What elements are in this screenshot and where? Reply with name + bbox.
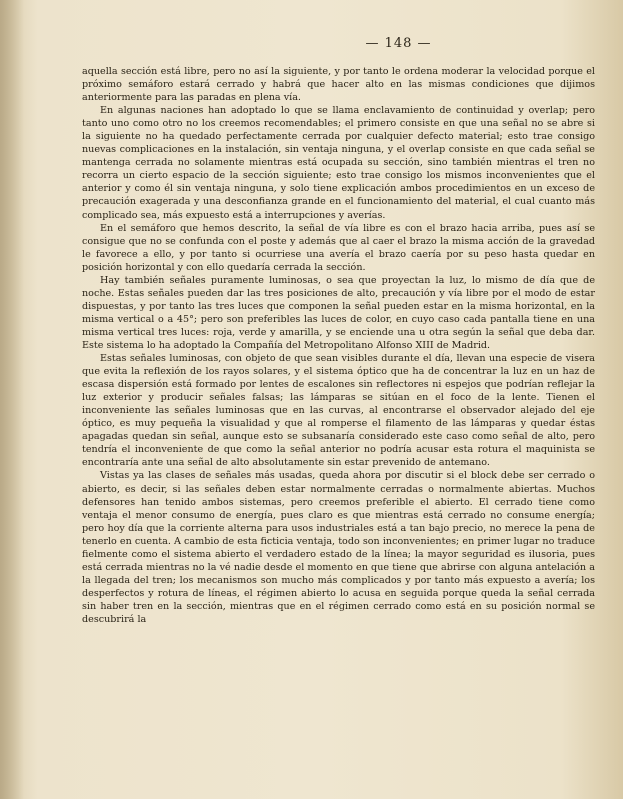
paragraph: Vistas ya las clases de señales más usadas, queda ahora por discutir si el block debe ser cerrado o abierto, es decir, si las señales deben estar normalmente cerradas o normalmente abiertas. Muchos defensores han tenido ambos sistemas, pero creemos preferible el abierto. El cerrado tiene como ventaja el menor consumo de energía, pues claro es que mientras está cerrado no consume energía; pero hoy día que la corriente alterna para usos industriales está a tan bajo precio, no merece la pena de tenerlo en cuenta. A cambio de esta ficticia ventaja, todo son inconvenientes; en primer lugar no traduce fielmente como el sistema abierto el verdadero estado de la línea; la mayor seguridad es ilusoria, pues está cerrada mientras no la vé nadie desde el momento en que tiene que abrirse con alguna antelación a la llegada del tren; los mecanismos son mucho más complicados y por tanto más expuesto a avería; los desperfectos y rotura de líneas, el régimen abierto lo acusa en seguida porque queda la señal cerrada sin haber tren en la sección, mientras que en el régimen cerrado como está en su posición normal se descubrirá la [82,470,595,625]
page-number: — 148 — [365,36,432,51]
paragraph: Hay también señales puramente luminosas, o sea que proyectan la luz, lo mismo de día que de noche. Estas señales pueden dar las tres posiciones de alto, precaución y vía libre por el modo de estar dispuestas, y por tanto las tres luces que componen la señal pueden estar en la misma horizontal, en la misma vertical o a 45°; pero son preferibles las luces de color, en cuyo caso cada pantalla tiene en una misma vertical tres luces: roja, verde y amarilla, y se enciende una u otra según la señal que deba dar. Este sistema lo ha adoptado la Compañía del Metropolitano Alfonso XIII de Madrid. [82,274,595,351]
body-text [82,65,595,626]
paragraph: aquella sección está libre, pero no así la siguiente, y por tanto le ordena moderar la velocidad porque el próximo semáforo estará cerrado y habrá que hacer alto en las mismas condiciones que dijimos anteriormente para las paradas en plena vía. [82,66,595,104]
page-gutter-shadow [0,0,24,799]
paragraph: Estas señales luminosas, con objeto de que sean visibles durante el día, llevan una especie de visera que evita la reflexión de los rayos solares, y el sistema óptico que ha de concentrar la luz en un haz de escasa dispersión está formado por lentes de escalones sin reflectores ni espejos que podrían reflejar la luz exterior y producir señales falsas; las lámparas se sitúan en el foco de la lente. Tienen el inconveniente las señales luminosas que en las curvas, al encontrarse el observador alejado del eje óptico, es muy pequeña la visualidad y que al romperse el filamento de las lámparas y quedar éstas apagadas quedan sin señal, aunque esto se subsanaría considerado este caso como señal de alto, pero tendría el inconveniente de que como la señal anterior no podría acusar esta rotura el maquinista se encontraría ante una señal de alto absolutamente sin estar prevenido de antemano. [82,353,595,469]
paragraph: En algunas naciones han adoptado lo que se llama enclavamiento de continuidad y overlap; pero tanto uno como otro no los creemos recomendables; el primero consiste en que una señal no se abre si la siguiente no ha quedado perfectamente cerrada por cualquier defecto material; esto trae consigo nuevas complicaciones en la instalación, sin ventaja ninguna, y el overlap consiste en que cada señal se mantenga cerrada no solamente mientras está ocupada su sección, sino también mientras el tren no recorra un cierto espacio de la sección siguiente; esto trae consigo los mismos inconvenientes que el anterior y como él sin ventaja ninguna, y solo tiene explicación ambos procedimientos en un exceso de precaución exagerada y una desconfianza grande en el funcionamiento del material, el cual cuanto más complicado sea, más expuesto está a interrupciones y averías. [82,105,595,221]
paragraph: En el semáforo que hemos descrito, la señal de vía libre es con el brazo hacia arriba, pues así se consigue que no se confunda con el poste y además que al caer el brazo la misma acción de la gravedad le favorece a ello, y por tanto si ocurriese una avería el brazo caería por su peso hasta quedar en posición horizontal y con ello quedaría cerrada la sección. [82,222,595,273]
